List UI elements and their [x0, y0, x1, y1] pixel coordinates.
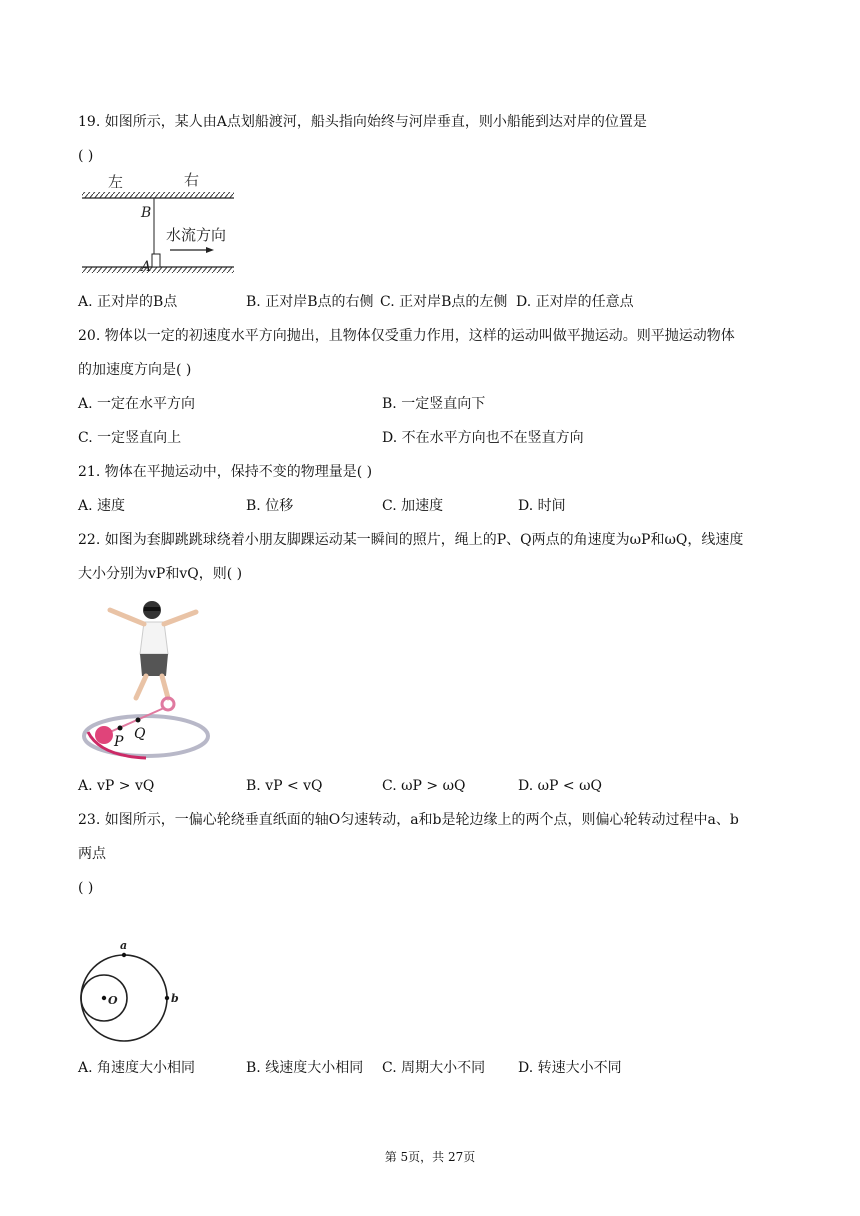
q19-option-d: D. 正对岸的任意点	[516, 294, 634, 310]
q23-option-b: B. 线速度大小相同	[246, 1060, 364, 1076]
shirt	[140, 622, 168, 654]
q22-option-b: B. vP < vQ	[246, 778, 323, 794]
flow-arrow-head	[206, 247, 214, 253]
q19-option-c: C. 正对岸B点的左侧	[380, 294, 508, 310]
q22-stem-line-1: 22. 如图为套脚跳跳球绕着小朋友脚踝运动某一瞬间的照片，绳上的P、Q两点的角速度为ωP和ωQ，线速度	[78, 532, 744, 548]
point-o-label: O	[108, 994, 118, 1007]
q20-stem-line-2: 的加速度方向是( )	[78, 362, 192, 378]
river-crossing-figure	[78, 170, 238, 282]
near-bank-hatch	[82, 267, 234, 273]
far-bank-hatch	[82, 192, 234, 198]
page-footer: 第 5页，共 27页	[384, 1150, 476, 1164]
left-label: 左	[108, 173, 124, 191]
point-q-label: Q	[134, 726, 146, 742]
q23-stem-line-2: 两点	[78, 846, 106, 862]
left-arm	[110, 610, 144, 624]
q22-option-d: D. ωP < ωQ	[518, 778, 602, 794]
q23-stem-line-3: ( )	[78, 880, 94, 896]
q23-stem-line-1: 23. 如图所示，一偏心轮绕垂直纸面的轴O匀速转动，a和b是轮边缘上的两个点，则偏心轮转动过程中a、b	[78, 812, 739, 828]
q22-option-a: A. vP > vQ	[78, 778, 155, 794]
q19-stem-line-2: ( )	[78, 148, 94, 164]
outer-wheel-circle	[81, 955, 167, 1041]
q22-stem-line-2: 大小分别为vP和vQ，则( )	[78, 566, 243, 582]
shorts	[140, 654, 168, 676]
q21-option-b: B. 位移	[246, 498, 294, 514]
q21-option-a: A. 速度	[78, 498, 126, 514]
point-b-label: b	[171, 992, 179, 1005]
q20-stem-line-1: 20. 物体以一定的初速度水平方向抛出，且物体仅受重力作用，这样的运动叫做平抛运动。则平抛运动物体	[78, 328, 735, 344]
point-p-label: P	[114, 734, 124, 750]
q19-option-b: B. 正对岸B点的右侧	[246, 294, 374, 310]
axis-o-dot	[102, 996, 106, 1000]
q22-option-c: C. ωP > ωQ	[382, 778, 466, 794]
q23-option-c: C. 周期大小不同	[382, 1060, 486, 1076]
left-leg	[136, 676, 146, 698]
point-b-label: B	[141, 205, 152, 221]
right-label: 右	[184, 171, 200, 189]
q23-option-d: D. 转速大小不同	[518, 1060, 622, 1076]
q20-option-d: D. 不在水平方向也不在竖直方向	[382, 430, 584, 446]
jump-ball	[95, 726, 113, 744]
q20-option-a: A. 一定在水平方向	[78, 396, 196, 412]
q20-option-c: C. 一定竖直向上	[78, 430, 182, 446]
q21-option-c: C. 加速度	[382, 498, 444, 514]
flow-direction-label: 水流方向	[166, 226, 227, 244]
point-p-dot	[118, 726, 123, 731]
point-q-dot	[136, 718, 141, 723]
right-arm	[164, 612, 196, 624]
sunglasses	[144, 607, 160, 611]
q19-option-a: A. 正对岸的B点	[78, 294, 178, 310]
point-a-label: a	[120, 939, 128, 952]
q21-stem: 21. 物体在平抛运动中，保持不变的物理量是( )	[78, 464, 373, 480]
eccentric-wheel-figure	[76, 936, 188, 1046]
jump-ball-photo	[80, 592, 212, 768]
q23-option-a: A. 角速度大小相同	[78, 1060, 196, 1076]
q20-option-b: B. 一定竖直向下	[382, 396, 486, 412]
point-a-label: A	[141, 259, 152, 275]
boat-shape	[152, 254, 160, 267]
right-leg	[162, 676, 168, 698]
point-b-dot	[165, 996, 169, 1000]
point-a-dot	[122, 953, 126, 957]
q19-stem-line-1: 19. 如图所示，某人由A点划船渡河，船头指向始终与河岸垂直，则小船能到达对岸的位置是	[78, 114, 647, 130]
q21-option-d: D. 时间	[518, 498, 566, 514]
